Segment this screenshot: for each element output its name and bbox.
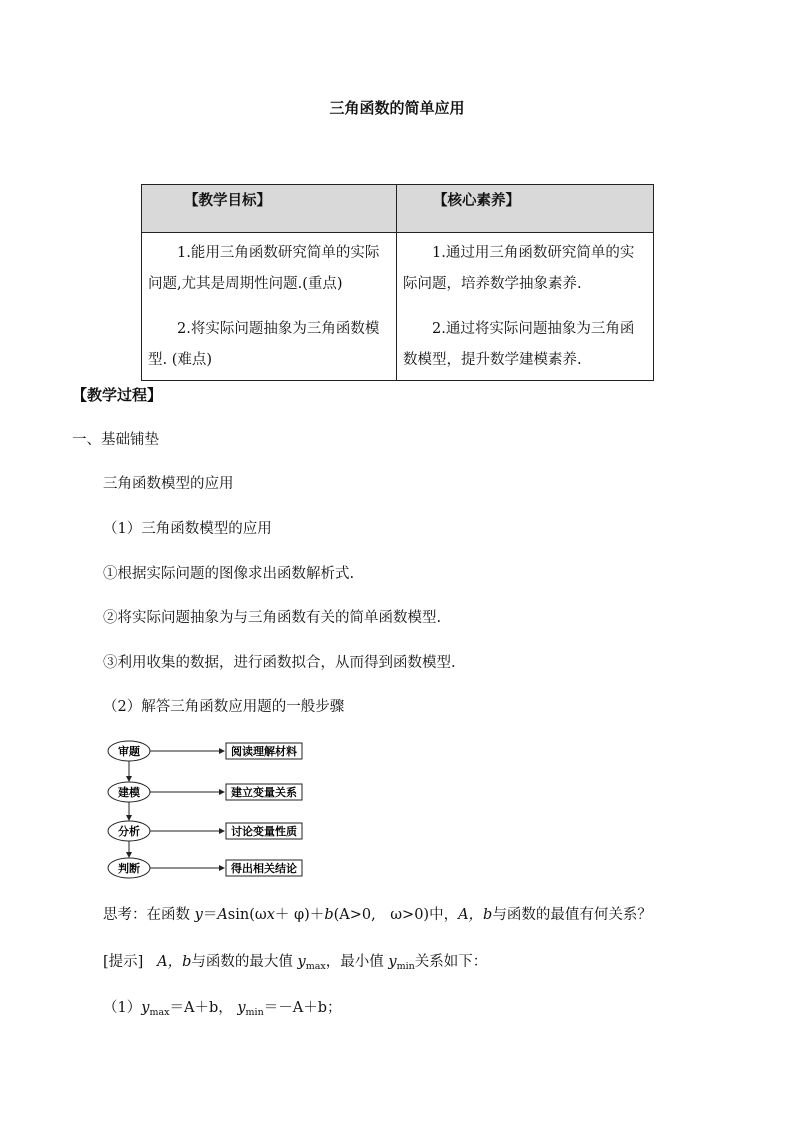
formula-phi: ＋ φ)＋ <box>274 907 325 923</box>
ymin-sub: min <box>245 1007 264 1018</box>
ymax-y: y <box>297 954 306 970</box>
formula-eq: ＝ <box>202 907 218 923</box>
point-item: ③利用收集的数据，进行函数拟合，从而得到函数模型. <box>103 655 456 671</box>
literacy-item: 1.通过用三角函数研究简单的实际问题，培养数学抽象素养. <box>403 245 635 292</box>
ymin-y: y <box>388 954 397 970</box>
subheading: 三角函数模型的应用 <box>103 476 234 492</box>
hint-text: 关系如下： <box>414 954 488 970</box>
formula-y: y <box>194 907 203 923</box>
think-prefix: 思考：在函数 <box>103 907 195 923</box>
table-header-goals <box>142 185 397 233</box>
item2-title: （2）解答三角函数应用题的一般步骤 <box>103 699 345 715</box>
result-prefix: （1） <box>103 1000 142 1016</box>
result-label: 建立变量关系 <box>231 786 297 799</box>
objectives-table <box>141 184 654 381</box>
table-header-literacy <box>397 185 654 233</box>
result-label: 讨论变量性质 <box>231 825 297 838</box>
hint-tag: [提示] <box>103 954 144 970</box>
flow-step-4 <box>108 858 302 878</box>
steps-flowchart <box>100 737 320 882</box>
formula-a: A <box>217 907 228 923</box>
formula-b: b <box>324 907 334 923</box>
ymax-y: y <box>141 1000 150 1016</box>
step-label: 判断 <box>118 862 140 875</box>
ymin-expr: ＝－A＋b； <box>263 1000 342 1016</box>
literacy-cell <box>397 233 654 381</box>
step-label: 审题 <box>118 745 140 758</box>
formula-omega: ω <box>254 907 267 923</box>
step-label: 建模 <box>118 786 140 799</box>
result-label: 得出相关结论 <box>231 862 297 875</box>
ymax-sub: max <box>149 1007 170 1018</box>
think-question <box>103 903 652 924</box>
ymax-sub: max <box>305 961 326 972</box>
formula-condition: (A>0, ω>0) <box>333 907 430 923</box>
header-goals-label: 【教学目标】 <box>184 193 271 209</box>
hint-text: 与函数的最大值 <box>191 954 298 970</box>
ymax-expr: ＝A＋b， <box>169 1000 233 1016</box>
section-heading: 一、基础铺垫 <box>72 432 159 448</box>
think-suffix: 与函数的最值有何关系？ <box>492 907 652 923</box>
goals-cell <box>142 233 397 381</box>
flow-step-1 <box>108 741 302 761</box>
hint-vars: A，b <box>157 954 192 970</box>
header-literacy-label: 【核心素养】 <box>433 193 520 209</box>
formula-sin: sin( <box>227 907 255 923</box>
flow-step-2 <box>108 782 302 802</box>
think-mid: 中， <box>429 907 459 923</box>
hint-line <box>103 950 487 972</box>
goal-item: 2.将实际问题抽象为三角函数模型. (难点) <box>148 321 380 368</box>
ymin-sub: min <box>396 961 415 972</box>
literacy-item: 2.通过将实际问题抽象为三角函数模型，提升数学建模素养. <box>403 321 635 368</box>
page-title: 三角函数的简单应用 <box>329 99 465 117</box>
point-item: ②将实际问题抽象为与三角函数有关的简单函数模型. <box>103 610 442 626</box>
hint-text: ，最小值 <box>325 954 389 970</box>
think-vars: A，b <box>458 907 493 923</box>
ymin-y: y <box>237 1000 246 1016</box>
step-label: 分析 <box>118 825 140 838</box>
result-line <box>103 996 341 1018</box>
item1-title: （1）三角函数模型的应用 <box>103 521 272 537</box>
formula-x: x <box>266 907 275 923</box>
result-label: 阅读理解材料 <box>231 745 297 758</box>
flow-step-3 <box>108 821 302 841</box>
point-item: ①根据实际问题的图像求出函数解析式. <box>103 566 355 582</box>
process-heading: 【教学过程】 <box>72 386 163 404</box>
goal-item: 1.能用三角函数研究简单的实际问题,尤其是周期性问题.(重点) <box>148 245 380 292</box>
